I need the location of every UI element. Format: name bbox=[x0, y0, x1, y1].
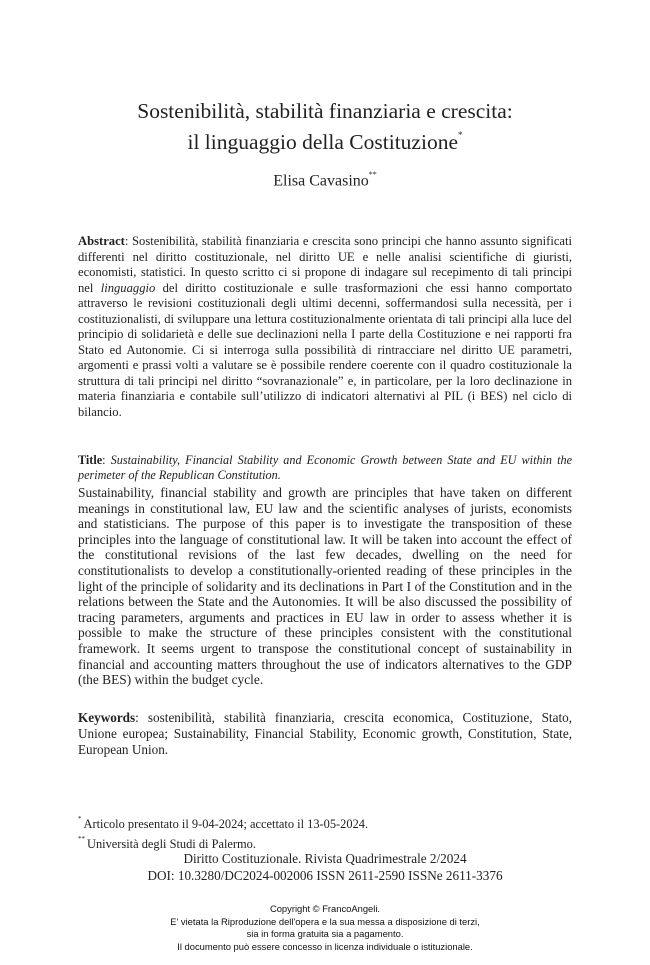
english-title-colon: : bbox=[102, 453, 111, 467]
english-title-label: Title bbox=[78, 453, 103, 467]
copyright-line-4: Il documento può essere concesso in licenza individuale o istituzionale. bbox=[177, 940, 473, 952]
english-title bbox=[78, 453, 572, 483]
footnote-1 bbox=[78, 813, 572, 833]
journal-doi: DOI: 10.3280/DC2024-002006 ISSN 2611-2590 ISSNe 2611-3376 bbox=[147, 868, 503, 883]
copyright-line-3: sia in forma gratuita sia a pagamento. bbox=[246, 928, 404, 939]
footnote-2-mark: ** bbox=[78, 835, 85, 844]
keywords-label: Keywords bbox=[78, 710, 136, 725]
author-footnote-mark: ** bbox=[368, 170, 377, 179]
title-line-2-text: il linguaggio della Costituzione bbox=[187, 130, 458, 155]
footnote-2-text: Università degli Studi di Palermo. bbox=[87, 837, 256, 852]
journal-info bbox=[0, 850, 650, 884]
abstract-text-1: : Sostenibilità, stabilità finanziaria e crescita sono principi che hanno assunto significati differenti nel diritto costituzionale, nel diritto UE e nelle analisi scientifiche di giuristi, economisti, statistici. In questo scritto ci si propone di indagare sul recepimento di tali principi nel bbox=[78, 234, 572, 295]
keywords-paragraph bbox=[78, 710, 572, 758]
copyright-line-1: Copyright © FrancoAngeli. bbox=[269, 903, 381, 914]
abstract-paragraph bbox=[78, 234, 572, 420]
abstract-label: Abstract bbox=[78, 234, 125, 248]
author-text: Elisa Cavasino bbox=[273, 172, 369, 190]
footnote-1-mark: * bbox=[78, 815, 82, 823]
article-title bbox=[0, 98, 650, 156]
footnotes bbox=[78, 813, 572, 853]
author-name bbox=[0, 172, 650, 190]
english-title-text: Sustainability, Financial Stability and Economic Growth between State and EU within the perimeter of the Republican Constitution. bbox=[78, 453, 572, 483]
copyright-line-2: E' vietata la Riproduzione dell'opera e la sua messa a disposizione di terzi, bbox=[170, 915, 480, 927]
footnote-1-text: Articolo presentato il 9-04-2024; accettato il 13-05-2024. bbox=[83, 817, 369, 832]
title-footnote-mark: * bbox=[458, 130, 463, 140]
title-line-2 bbox=[0, 125, 650, 156]
journal-name: Diritto Costituzionale. Rivista Quadrimestrale 2/2024 bbox=[183, 851, 467, 866]
keywords-text: : sostenibilità, stabilità finanziaria, crescita economica, Costituzione, Stato, Unione europea; Sustainability, Financial Stability, Economic growth, Constitution, State, European Union. bbox=[78, 710, 572, 757]
copyright-notice bbox=[0, 903, 650, 953]
title-line-1: Sostenibilità, stabilità finanziaria e crescita: bbox=[137, 99, 513, 123]
english-summary: Sustainability, financial stability and growth are principles that have taken on different meanings in constitutional law, EU law and the scientific analyses of jurists, economists and statisticians. The purpose of this paper is to investigate the transposition of these principles into the language of constitutional law. It will be taken into account the effect of the constitutional revisions of the last few decades, dwelling on the need for constitutionalists to develop a constitutionally-oriented reading of these principles in the light of the principle of solidarity and its declinations in Part I of the Constitution and in the relations between the State and the Autonomies. It will be also discussed the possibility of tracing parameters, arguments and practices in EU law in order to assess whether it is possible to make the structure of these principles consistent with the constitutional framework. It seems urgent to transpose the constitutional concept of sustainability in financial and accounting matters throughout the use of indicators alternatives to the GDP (the BES) within the budget cycle. bbox=[78, 485, 572, 688]
abstract-italic-term: linguaggio bbox=[100, 280, 156, 295]
abstract-text-2: del diritto costituzionale e sulle trasformazioni che essi hanno comportato attraverso le revisioni costituzionali degli ultimi decenni, soffermandosi sulla necessità, per i costituzionalisti, di sviluppare una lettura costituzionalmente orientata di tali principi alla luce del principio di solidarietà e delle sue declinazioni nella I parte della Costituzione e nei rapporti fra Stato ed Autonomie. Ci si interroga sulla possibilità di rintracciare nel diritto UE parametri, argomenti e prassi volti a valutare se è possibile rendere coerente con il quadro costituzionale la struttura di tali principi nel diritto “sovranazionale” e, in particolare, per la loro declinazione in materia finanziaria e contabile sull’utilizzo di indicatori alternativi al PIL (i BES) nel ciclo di bilancio. bbox=[78, 280, 572, 419]
